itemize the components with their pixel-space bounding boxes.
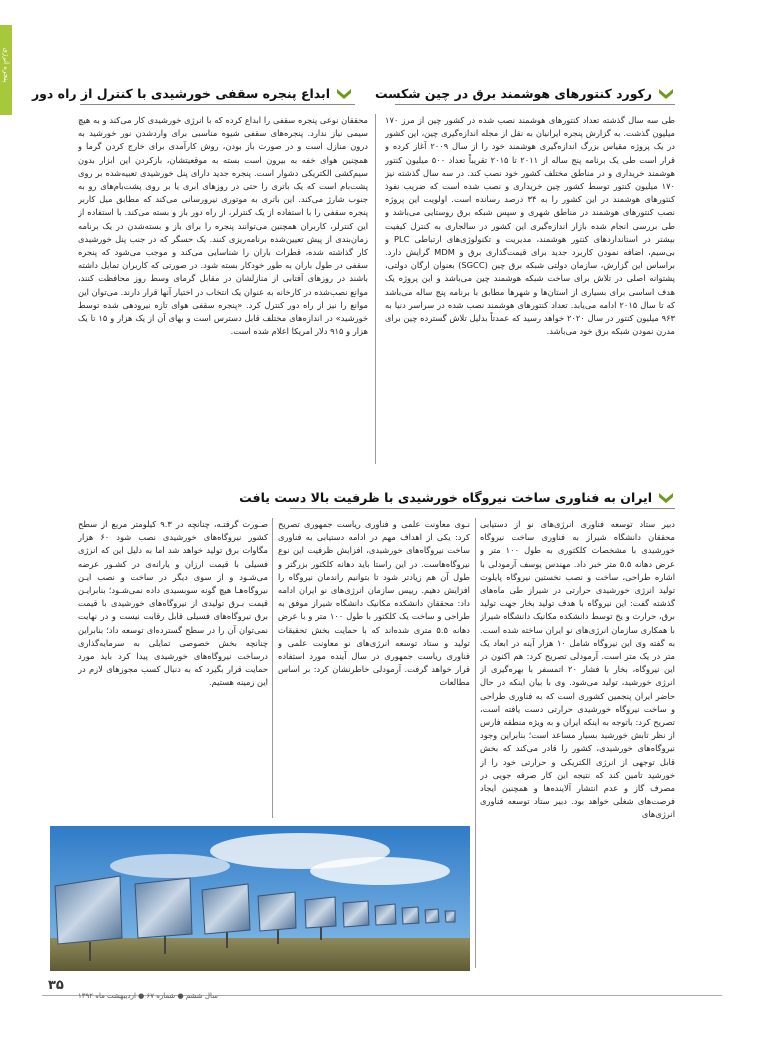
article-3-title-text: ایران به فناوری ساخت نیروگاه خورشیدی با ظرفیت بالا دست یافت <box>239 490 652 505</box>
article-1-title-text: رکورد کنتورهای هوشمند برق در چین شکست <box>375 86 652 101</box>
chevron-down-icon <box>336 87 352 101</box>
article-3-title-rule <box>290 508 675 509</box>
issue-info: سال ششم ● شماره ۶۷ ● اردیبهشت ماه ۱۳۹۲ <box>78 992 218 1000</box>
chevron-down-icon <box>658 87 674 101</box>
article-2-body: محققان نوعی پنجره سقفی را ابداع کرده که با انرژی خورشیدی کار می‌کند و به هیچ سیمی نیاز ندارد. پنجره‌های سقفی شیوه مناسبی برای واردشدن نور خورشید به درون منازل است و در صورت باز بودن، روش کارآمدی برای خارج کردن گرما و همچنین هوای خفه به بیرون است بسته به موقعیتشان، بازکردن این ابزار بدون سیم‌کشی الکتریکی دشوار است. پنجره جدید دارای پنل خورشیدی تعبیه‌شده بر روی پشت‌بام است که یک باتری را حتی در روزهای ابری یا بر روی پشت‌بام‌های رو به جنوب شارژ می‌کند. این باتری به موتوری نیرورسانی می‌کند که مطابق میل کاربر پنجره سقفی را با استفاده از یک کنترلر، از راه دور باز و بسته می‌کند. با استفاده از این کنترلر، کاربران همچنین می‌توانند پنجره را برای باز و بسته‌شدن در یک برنامه زمان‌بندی از پیش تعیین‌شده برنامه‌ریزی کنند. یک حسگر که در جنب پنل خورشیدی کار گذاشته شده، قطرات باران را شناسایی می‌کند و موجب می‌شود که پنجره سقفی در طول باران به طور خودکار بسته شود. در صورتی که کاربران تمایل داشته باشند در روزهای آفتابی از منازلشان در مقابل گرمای وسط روز محافظت کنند، موانع نصب‌شده در کارخانه به عنوان یک انتخاب در اختیار آنها قرار دارند. می‌توان این موانع را نیز از راه دور کنترل کرد. «پنجره سقفی هوای تازه نیرودهی شده توسط خورشید» در اندازه‌های مختلف قابل دسترس است و بهای آن از یک هزار و ۱۵ تا یک هزار و ۹۱۵ دلار امریکا اعلام شده است. <box>78 115 368 337</box>
article-2-title-text: ابداع پنجره سقفی خورشیدی با کنترل از راه دور <box>31 86 330 101</box>
chevron-down-icon <box>658 491 674 505</box>
article-1-body: طی سه سال گذشته تعداد کنتورهای هوشمند نصب شده در کشور چین از مرز ۱۷۰ میلیون گذشت. به گزارش پنجره ایرانیان به نقل از مجله اندازه‌گیری چین، این کشور در یک پروژه مقیاس بزرگ اندازه‌گیری هوشمند خود را از سال ۲۰۰۹ آغاز کرده و قرار است طی یک برنامه پنج ساله از ۲۰۱۱ تا ۲۰۱۵ تقریباً تعداد ۵۰۰ میلیون کنتور هوشمند خریداری و در مناطق مختلف کشور خود نصب کند. در سه سال گذشته نیز ۱۷۰ میلیون کنتور توسط کشور چین خریداری و نصب شده است که ضریب نفوذ کنتورهای هوشمند در این کشور را به ۳۴ درصد رسانده است. اولویت این پروژه نصب کنتورهای هوشمند در مناطق شهری و سپس شبکه برق روستایی می‌باشد و طی بررسی انجام شده بازار اندازه‌گیری این کشور در سالجاری به کنترل کیفیت بیشتر در استانداردهای کنتور هوشمند، مدیریت و تکنولوژی‌های ارتباطی PLC و بی‌سیم، اضافه نمودن کاربرد جدید برای قیمت‌گذاری برق و MDM گرایش دارد. براساس این گزارش، سازمان دولتی شبکه برق چین (SGCC) بعنوان ارگان دولتی، پشتوانه اصلی در تلاش برای ساخت شبکه هوشمند چین می‌باشد و این پروژه یک هدف اساسی برای بسیاری از استان‌ها و شهرها مطابق با برنامه پنج ساله می‌باشد که تا سال ۲۰۱۵ ادامه می‌یابد. تعداد کنتورهای هوشمند نصب شده در سراسر دنیا به ۹۶۳ میلیون کنتور در سال ۲۰۲۰ خواهد رسید که عمدتاً بدلیل تلاش گسترده چین برای مدرن نمودن شبکه برق خود می‌باشد. <box>385 115 675 337</box>
column-divider <box>272 518 273 818</box>
article-1-title <box>375 86 674 101</box>
article-3-column-right: دبیر ستاد توسعه فناوری انرژی‌های نو از دستیابی محققان دانشگاه شیراز به فناوری ساخت نیروگاه خورشیدی با مشخصات کلکتوری به طول ۱۰۰ متر و عرض دهانه ۵.۵ متر خبر داد. مهندس یوسف آرمودلی با اشاره طراحی، ساخت و نصب نخستین نیروگاه پایلوت تولید انرژی خورشیدی حرارتی در شیراز طی ماه‌های گذشته گفت: این نیروگاه با هدف تولید بخار جهت تولید برق، حرارت و یخ توسط دانشکده مکانیک دانشگاه شیراز با همکاری سازمان انرژی‌های نو ایران ساخته شده است. به گفته وی این نیروگاه شامل ۱۰ هزار آینه در ابعاد یک متر در یک متر است. آرمودلی تصریح کرد: هم اکنون در این نیروگاه، بخار با فشار ۲۰ اتمسفر با بهره‌گیری از انرژی خورشید، تولید می‌شود. وی با بیان اینکه در حال حاضر ایران پنجمین کشوری است که به فناوری طراحی و ساخت نیروگاه خورشیدی حرارتی دست یافته است، تصریح کرد: باتوجه به اینکه ایران و به ویژه منطقه فارس از نظر تابش خورشید بسیار مساعد است؛ بنابراین وجود نیروگاه‌های خورشیدی، کشور را قادر می‌کند که بخش قابل توجهی از انرژی الکتریکی و حرارتی خود را از خورشید تامین کند که نتیجه این کار صرفه جویی در مصرف گاز و عدم انتشار آلاینده‌ها و همچنین ایجاد فرصت‌های شغلی خواهد بود. دبیر ستاد توسعه فناوری انرژی‌های <box>480 519 675 820</box>
article-3-column-left: صـورت گرفتـه، چنانچه در ۹.۳ کیلومتر مربع از سطح کشور نیروگاه‌های خورشیدی نصب شود ۶۰ هزار مگاوات برق تولید خواهد شد اما به دلیل این که انرژی فسیلی با قیمت ارزان و یارانه‌ی در کشـور عرضه می‌شـود و از سوی دیگر در ساخت و نصب ایـن نیروگاه‌هـا هیچ گونه سوبسیدی داده نمی‌شـود؛ بنابرایـن قیمت بـرق تولیدی از نیروگاه‌های خورشیدی با قیمت برق نیروگاه‌های فسیلی قابل رقابت نیست و در نهایت نمی‌توان آن را در سطح گسترده‌ای توسعه داد؛ بنابراین چنانچه بخش خصوصی تمایلی به سرمایه‌گذاری درساخت نیروگاه‌های خورشیدی پیدا کرد باید مورد حمایت قرار بگیرد که به دنبال کسب مجوزهای لازم در این زمینه هستیم. <box>78 519 268 688</box>
article-1-title-rule <box>395 104 675 105</box>
column-divider <box>475 518 476 968</box>
article-3-column-middle: نـوی معاونت علمی و فناوری ریاست جمهوری تصریح کرد: یکی از اهداف مهم در ادامه دستیابی به فناوری ساخت نیروگاه‌های خورشیدی، افزایش ظرفیت این نوع نیروگاه‌هاست. در این راستا باید دهانه کلکتور بزرگتر و طول آن هم زیادتر شود تا بتوانیم راندمان نیروگاه را افزایش دهیم. رییس سازمان انرژی‌های نو ایران ادامه داد: محققان دانشکده مکانیک دانشگاه شیراز موفق به طراحی و ساخت یک کلکتور با طول ۱۰۰ متر و با عرض دهانه ۵.۵ متری شده‌اند که با حمایت بخش تحقیقات تولید و ستاد توسعه انرژی‌های نو معاونت علمی و فناوری ریاست جمهوری در سال آینده مورد استفاده قرار خواهد گرفت. آرمودلی خاطرنشان کرد: بر اساس مطالعات <box>278 519 470 688</box>
article-2-title <box>32 86 352 101</box>
solar-panels-image <box>50 826 470 971</box>
section-tab <box>0 25 12 115</box>
page-number: ۳۵ <box>48 978 64 993</box>
article-3-title <box>239 490 674 505</box>
section-tab-label: پنجره انرژی <box>2 47 10 83</box>
solar-field-photo <box>50 826 470 971</box>
article-2-title-rule <box>80 104 355 105</box>
column-divider <box>375 114 376 464</box>
